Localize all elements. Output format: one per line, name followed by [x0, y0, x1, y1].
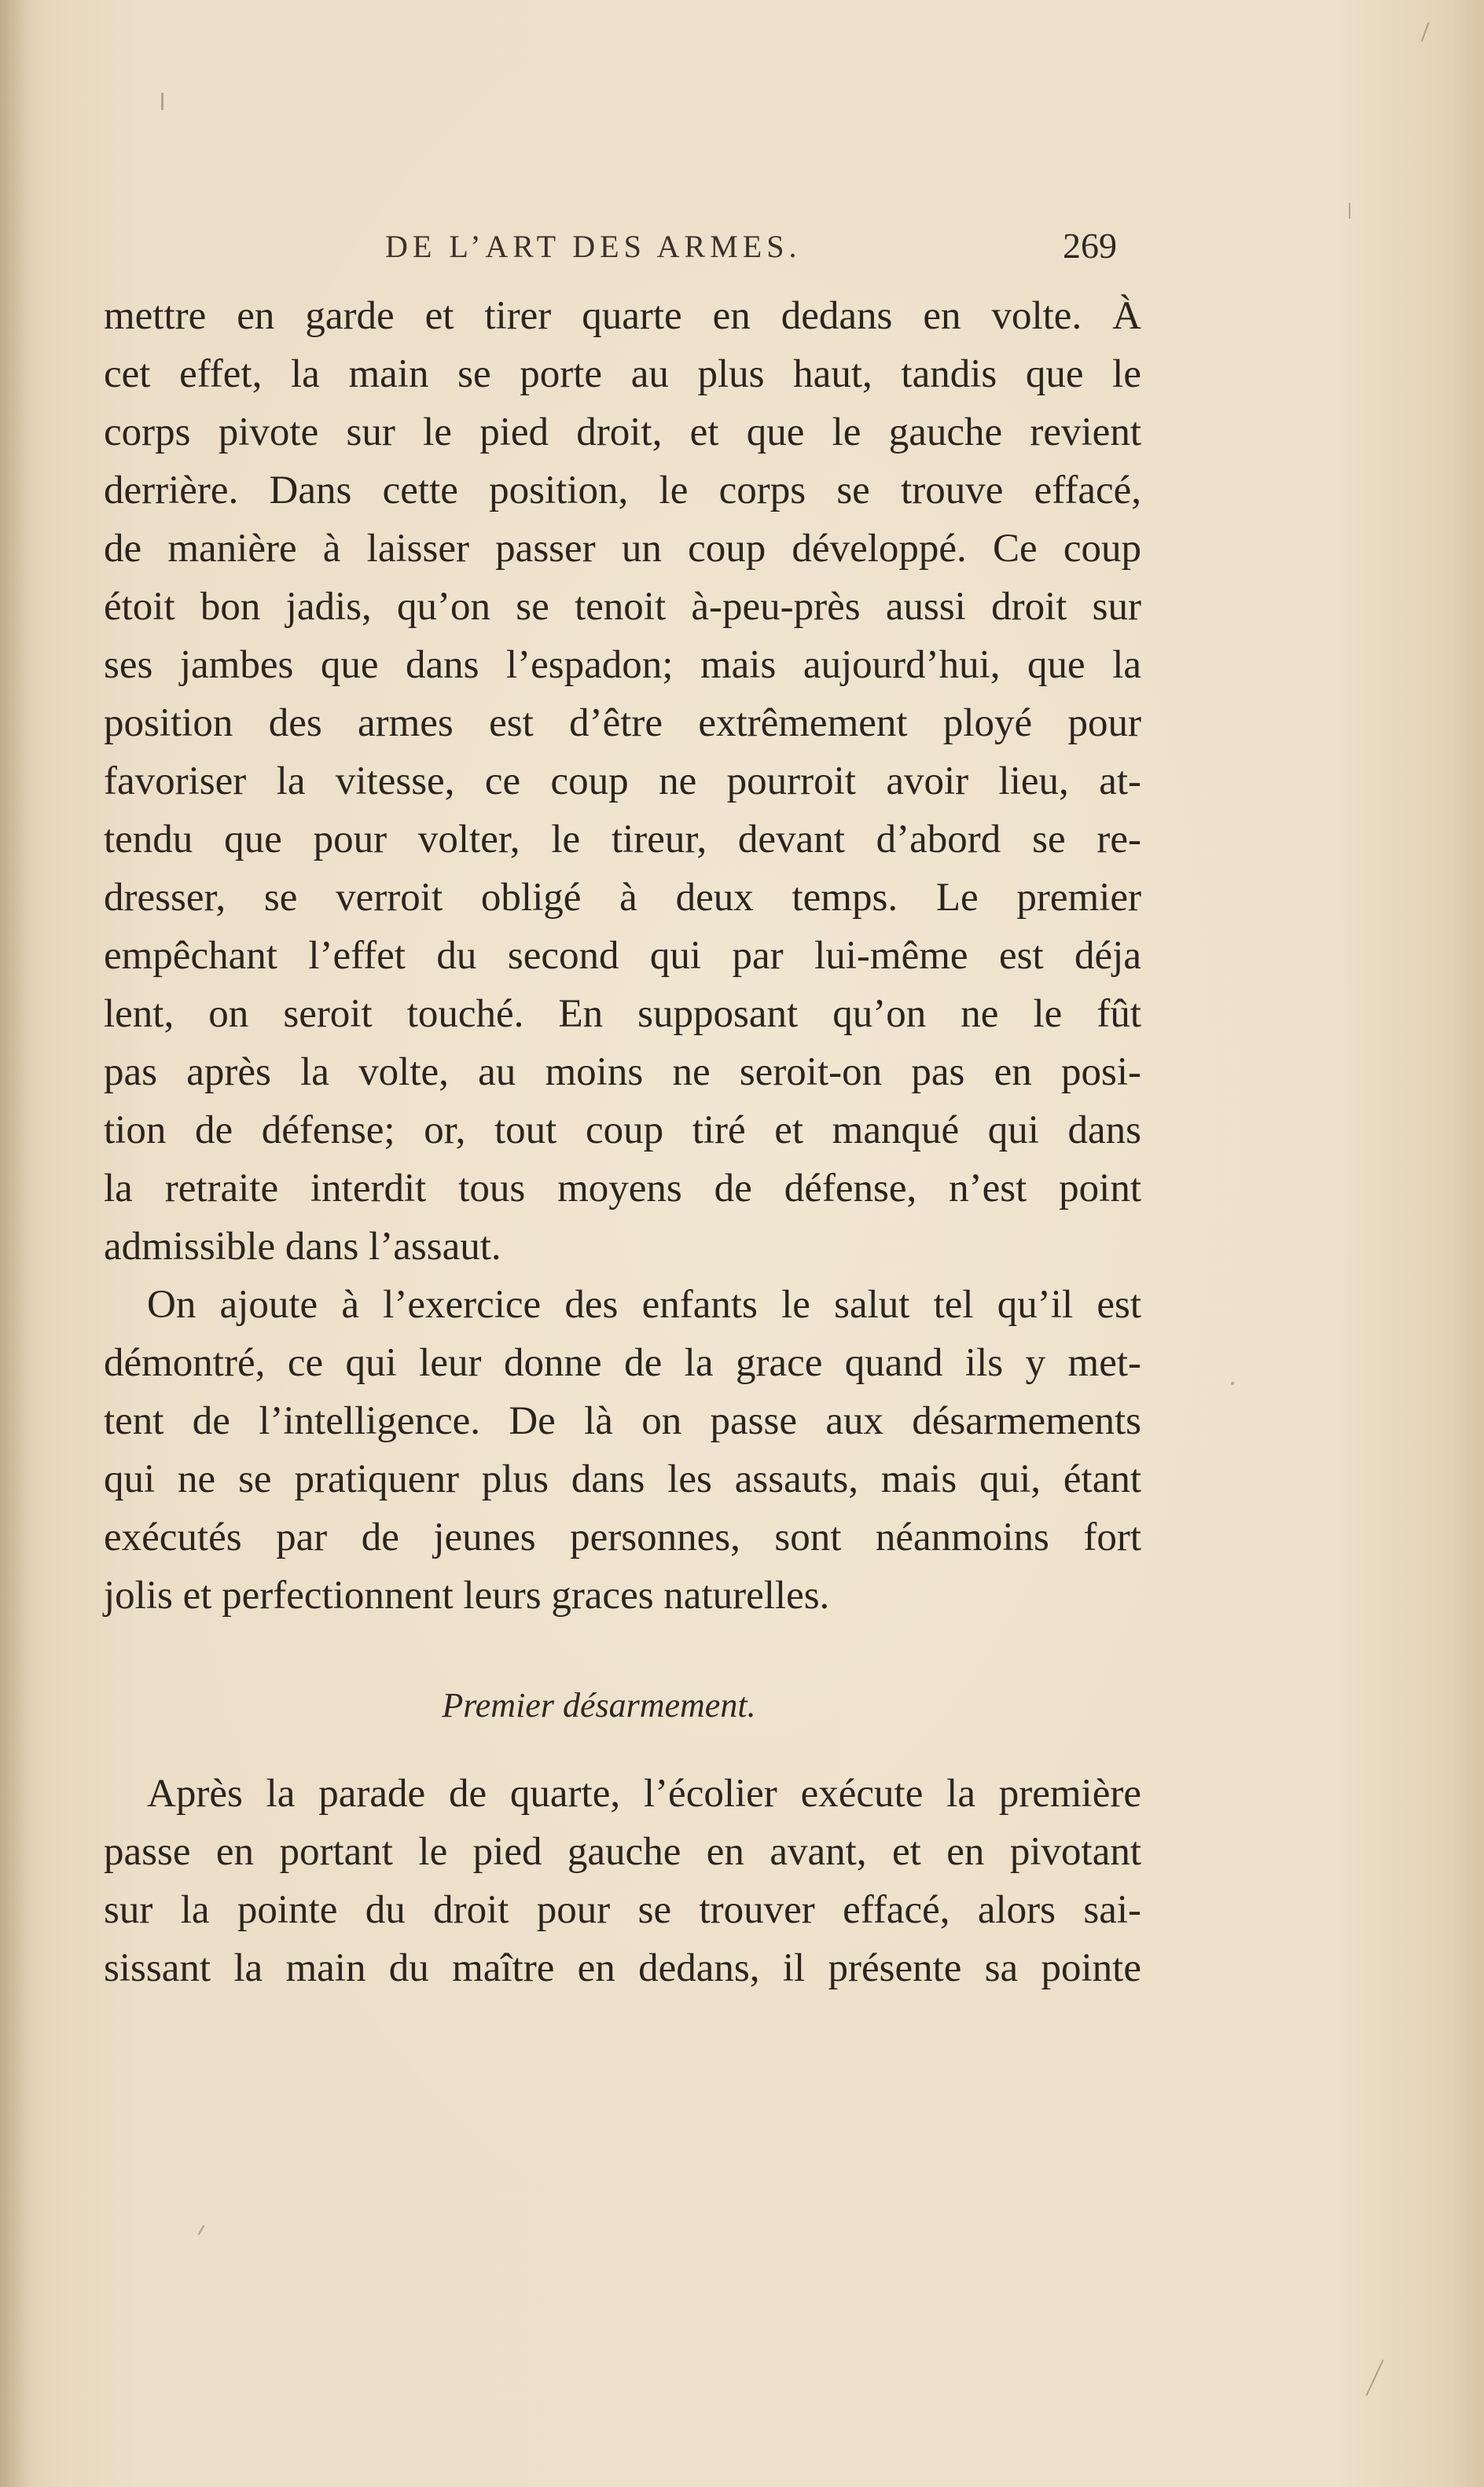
text-line: qui ne se pratiquenr plus dans les assauts, mais qui, étant: [104, 1457, 1141, 1501]
text-line: Après la parade de quarte, l’écolier exécute la première: [147, 1772, 1141, 1816]
paragraph-2: [104, 1276, 1141, 1625]
text-line: tion de défense; or, tout coup tiré et manqué qui dans: [104, 1108, 1141, 1152]
text-line: tent de l’intelligence. De là on passe aux désarmements: [104, 1399, 1141, 1443]
paragraph-3: [104, 1765, 1141, 1997]
text-line: tendu que pour volter, le tireur, devant d’abord se re-: [104, 817, 1141, 861]
text-line: position des armes est d’être extrêmement ployé pour: [104, 701, 1141, 745]
text-line: mettre en garde et tirer quarte en dedans en volte. À: [104, 294, 1141, 338]
text-line: sur la pointe du droit pour se trouver effacé, alors sai-: [104, 1888, 1141, 1932]
paragraph-1: [104, 287, 1141, 1276]
running-head: [0, 228, 1484, 275]
text-line: ses jambes que dans l’espadon; mais aujourd’hui, que la: [104, 643, 1141, 687]
text-line: démontré, ce qui leur donne de la grace quand ils y met-: [104, 1341, 1141, 1385]
page-edge-shadow: [0, 0, 31, 2487]
paper-speck: [1421, 22, 1430, 42]
text-line: dresser, se verroit obligé à deux temps. Le premier: [104, 876, 1141, 920]
paper-speck: [161, 93, 163, 110]
text-line: corps pivote sur le pied droit, et que le gauche revient: [104, 410, 1141, 454]
page-number: 269: [1063, 226, 1117, 266]
paper-speck: [1366, 2360, 1384, 2396]
text-line: On ajoute à l’exercice des enfants le salut tel qu’il est: [147, 1283, 1141, 1327]
text-line: jolis et perfectionnent leurs graces naturelles.: [104, 1574, 830, 1618]
paper-speck: [1231, 1382, 1234, 1385]
paper-speck: [198, 2224, 205, 2235]
text-line: favoriser la vitesse, ce coup ne pourroit avoir lieu, at-: [104, 759, 1141, 803]
text-line: admissible dans l’assaut.: [104, 1225, 501, 1269]
section-heading: Premier désarmement.: [442, 1686, 756, 1725]
text-line: de manière à laisser passer un coup développé. Ce coup: [104, 527, 1141, 571]
text-line: pas après la volte, au moins ne seroit-on pas en posi-: [104, 1050, 1141, 1094]
text-line: exécutés par de jeunes personnes, sont néanmoins fort: [104, 1515, 1141, 1559]
text-line: derrière. Dans cette position, le corps se trouve effacé,: [104, 468, 1141, 512]
text-line: empêchant l’effet du second qui par lui-même est déja: [104, 934, 1141, 978]
running-title: DE L’ART DES ARMES.: [385, 229, 802, 264]
text-line: passe en portant le pied gauche en avant, et en pivotant: [104, 1830, 1141, 1874]
text-line: cet effet, la main se porte au plus haut, tandis que le: [104, 352, 1141, 396]
text-line: sissant la main du maître en dedans, il présente sa pointe: [104, 1946, 1141, 1990]
text-line: lent, on seroit touché. En supposant qu’on ne le fût: [104, 992, 1141, 1036]
text-block: [104, 287, 1141, 1997]
text-line: étoit bon jadis, qu’on se tenoit à-peu-près aussi droit sur: [104, 585, 1141, 629]
paper-speck: [1349, 203, 1350, 219]
text-line: la retraite interdit tous moyens de défense, n’est point: [104, 1166, 1141, 1210]
